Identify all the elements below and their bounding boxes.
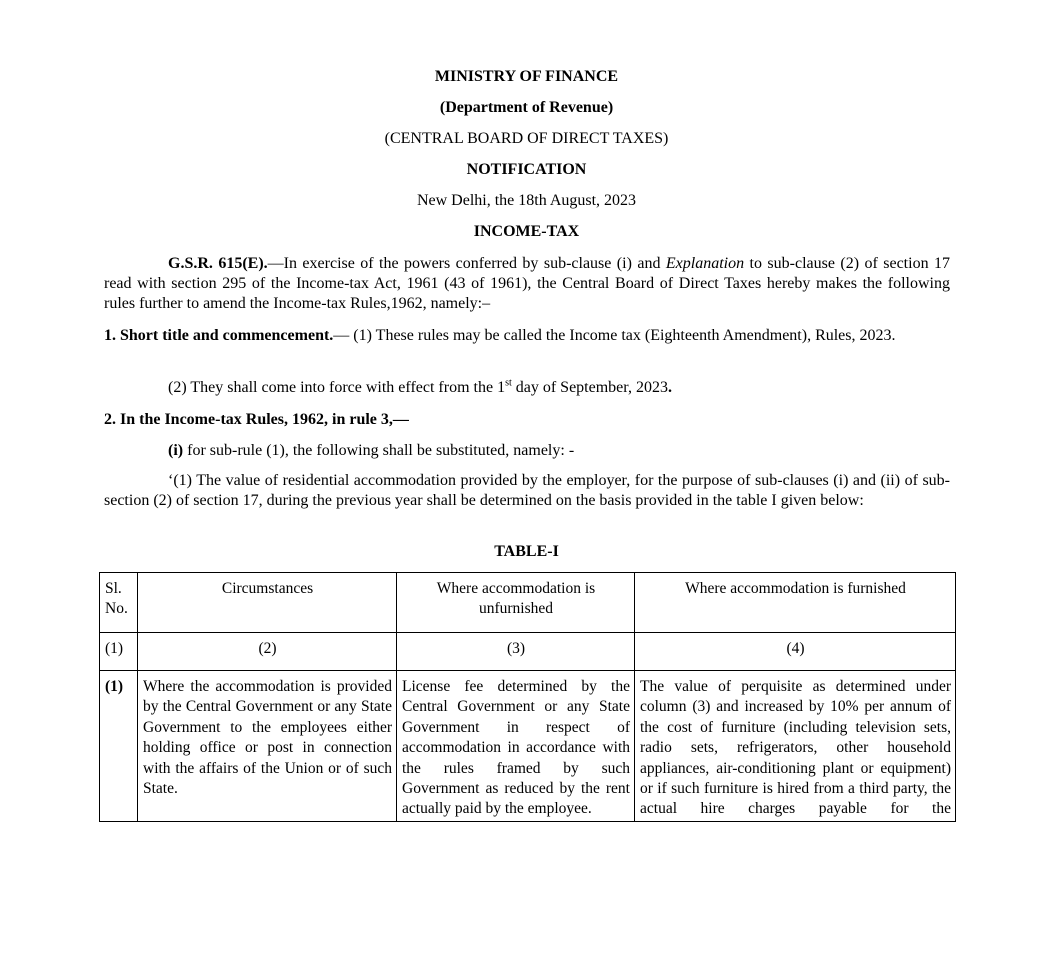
header-unfurnished: Where accommodation is unfurnished: [397, 573, 635, 633]
preamble-text-a: —In exercise of the powers conferred by sub-clause (i) and: [267, 255, 666, 272]
place-date: New Delhi, the 18th August, 2023: [416, 192, 637, 209]
row-furnished: The value of perquisite as determined under column (3) and increased by 10% per annum of the cost of furniture (including television sets, radio sets, refrigerators, other household appliances, air-conditioning plant or equipment) or if such furniture is hired from a third party, the actual hire charges payable for the: [635, 671, 956, 822]
rule1-text: — (1) These rules may be called the Income tax (Eighteenth Amendment), Rules, 2023.: [333, 327, 896, 344]
clause-i-label: (i): [168, 442, 184, 459]
preamble-text-b: to sub-clause (2) of section 17 read with section 295 of the Income-tax Act, 1961 (43 of 1961), the Central Board of Direct Taxes hereby makes the following rules further to amend the Income-tax Rules,1962, namely:–: [104, 255, 951, 312]
rule2-clause-i: [168, 441, 574, 461]
rule1-subrule2: [168, 378, 672, 398]
table-i: [99, 572, 956, 822]
header-sl-no: Sl. No.: [100, 573, 138, 633]
gsr-number: G.S.R. 615(E).: [168, 255, 268, 272]
subrule2-sup: st: [505, 377, 512, 389]
column-number-1: (1): [100, 633, 138, 671]
preamble-paragraph: [104, 254, 950, 314]
column-number-2: (2): [138, 633, 397, 671]
header-furnished: Where accommodation is furnished: [635, 573, 956, 633]
row-circumstances: Where the accommodation is provided by the Central Government or any State Government to the employees either holding office or post in connection with the affairs of the Union or of such State.: [138, 671, 397, 822]
table-title: TABLE-I: [494, 543, 559, 560]
table-row: [100, 671, 956, 822]
rule2-substituted-paragraph: ‘(1) The value of residential accommodation provided by the employer, for the purpose of sub-clauses (i) and (ii) of sub-section (2) of section 17, during the previous year shall be determined on the basis provided in the table I given below:: [104, 472, 950, 509]
subrule2-text-b: day of September, 2023: [511, 379, 668, 396]
row-unfurnished: License fee determined by the Central Government or any State Government in respect of accommodation in accordance with the rules framed by such Government as reduced by the rent actually paid by the employee.: [397, 671, 635, 822]
subject-heading: INCOME-TAX: [473, 223, 580, 240]
table-column-number-row: [100, 633, 956, 671]
row-sl-no: (1): [100, 671, 138, 822]
table-header-row: [100, 573, 956, 633]
board-heading: (CENTRAL BOARD OF DIRECT TAXES): [384, 130, 669, 147]
subrule2-text-a: (2) They shall come into force with effect from the 1: [168, 379, 506, 396]
column-number-4: (4): [635, 633, 956, 671]
rule1-paragraph: [104, 326, 950, 346]
rule2-heading: 2. In the Income-tax Rules, 1962, in rule 3,—: [104, 411, 409, 428]
notification-heading: NOTIFICATION: [466, 161, 587, 178]
column-number-3: (3): [397, 633, 635, 671]
header-circumstances: Circumstances: [138, 573, 397, 633]
subrule2-end: .: [667, 379, 672, 396]
rule1-heading: 1. Short title and commencement.: [104, 327, 334, 344]
explanation-term: Explanation: [665, 255, 745, 272]
clause-i-text: for sub-rule (1), the following shall be substituted, namely: -: [183, 442, 575, 459]
department-heading: (Department of Revenue): [439, 99, 614, 116]
ministry-heading: MINISTRY OF FINANCE: [434, 68, 619, 85]
